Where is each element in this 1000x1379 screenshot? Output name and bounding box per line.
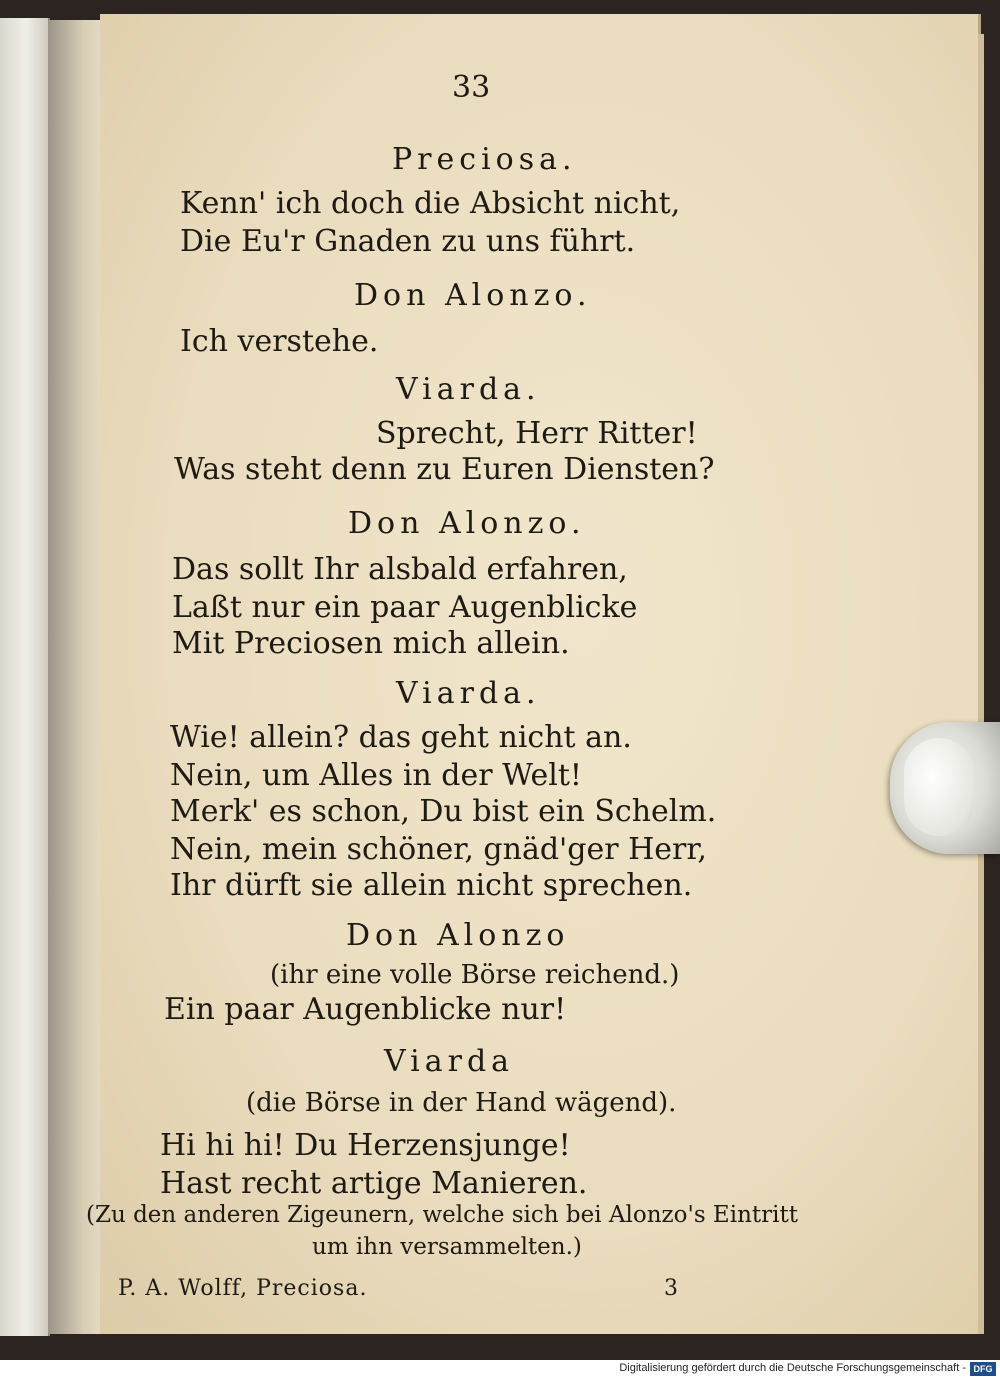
verse-line: Das sollt Ihr alsbald erfahren, [172,552,628,587]
verse-line: Merk' es schon, Du bist ein Schelm. [170,794,717,829]
verse-line: Ein paar Augenblicke nur! [164,992,567,1027]
page-edge [978,34,984,1334]
digitization-credit: Digitalisierung gefördert durch die Deutsche Forschungsgemeinschaft - [619,1362,966,1374]
page-number: 33 [452,70,491,105]
verse-line: Ich verstehe. [180,324,379,359]
stage-direction: (Zu den anderen Zigeunern, welche sich bei Alonzo's Eintritt [86,1202,798,1228]
footer-author-title: P. A. Wolff, Preciosa. [118,1276,368,1301]
stage-direction: (die Börse in der Hand wägend). [246,1088,677,1118]
verse-line: Was steht denn zu Euren Diensten? [174,452,715,487]
speaker-preciosa: Preciosa. [392,142,577,177]
verse-line: Laßt nur ein paar Augenblicke [172,590,638,625]
speaker-don-alonzo: Don Alonzo. [348,506,586,541]
speaker-don-alonzo: Don Alonzo [346,918,570,953]
verse-line: Hi hi hi! Du Herzensjunge! [160,1128,571,1163]
verse-line: Wie! allein? das geht nicht an. [170,720,632,755]
left-page-edge [0,18,50,1336]
verse-line: Die Eu'r Gnaden zu uns führt. [180,224,636,259]
verse-line: Nein, mein schöner, gnäd'ger Herr, [170,832,707,867]
verse-line: Ihr dürft sie allein nicht sprechen. [170,868,693,903]
book-page [86,14,981,1334]
stage-direction: um ihn versammelten.) [312,1234,582,1260]
verse-line: Nein, um Alles in der Welt! [170,758,582,793]
speaker-viarda: Viarda. [396,372,541,407]
page-clip-highlight [904,738,974,836]
speaker-viarda: Viarda [384,1044,515,1079]
signature-mark: 3 [664,1276,678,1301]
verse-line: Mit Preciosen mich allein. [172,626,570,661]
dfg-logo[interactable]: DFG [970,1362,996,1376]
verse-line: Sprecht, Herr Ritter! [376,416,698,451]
stage-direction: (ihr eine volle Börse reichend.) [270,960,680,990]
speaker-don-alonzo: Don Alonzo. [354,278,592,313]
speaker-viarda: Viarda. [396,676,541,711]
verse-line: Kenn' ich doch die Absicht nicht, [180,186,681,221]
verse-line: Hast recht artige Manieren. [160,1166,588,1201]
gutter-shadow [48,20,108,1334]
page-clip [890,722,1000,854]
